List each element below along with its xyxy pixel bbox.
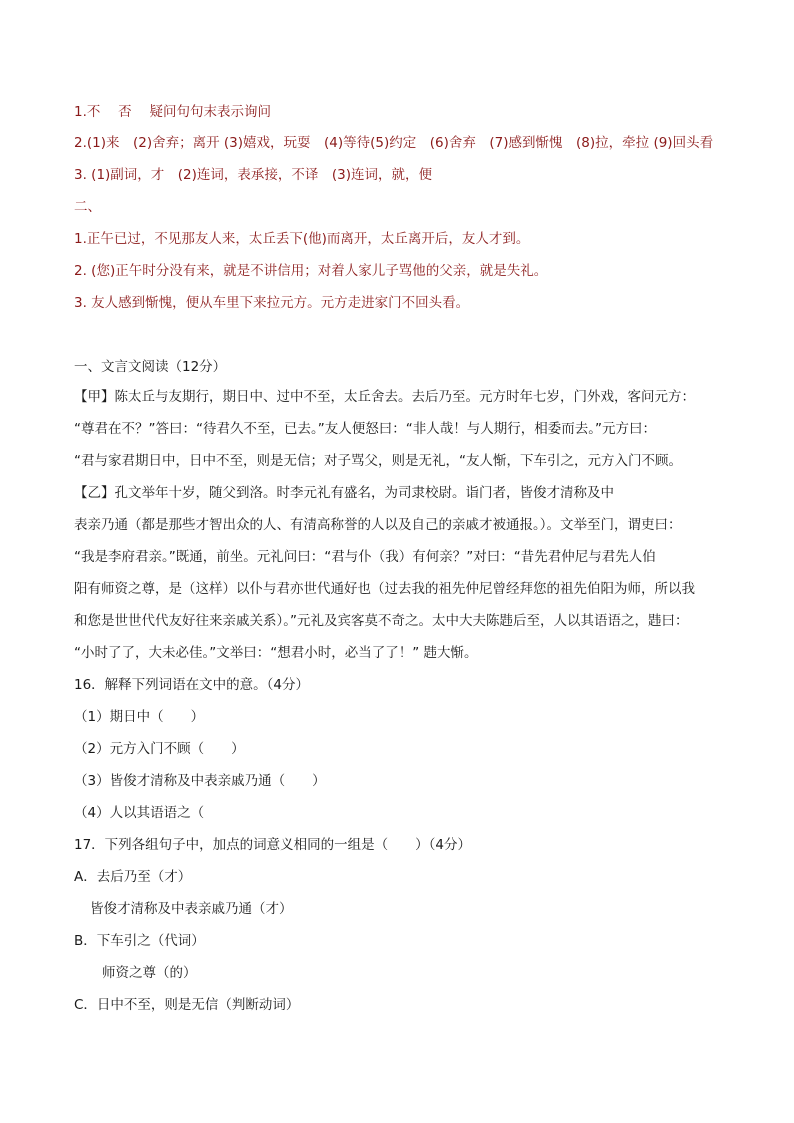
option-b: B．下车引之（代词）	[74, 933, 205, 949]
passage-line: 【甲】陈太丘与友期行，期日中、过中不至，太丘舍去。去后乃至。元方时年七岁，门外戏，客问元方：	[74, 389, 695, 405]
answer-2-2: 2. (您)正午时分没有来，就是不讲信用；对着人家儿子骂他的父亲，就是失礼。	[74, 263, 548, 279]
passage-line: “我是李府君亲。”既通，前坐。元礼问曰：“君与仆（我）有何亲？”对曰：“昔先君仲尼与君先人伯	[74, 549, 656, 565]
passage-line: 【乙】孔文举年十岁，随父到洛。时李元礼有盛名，为司隶校尉。诣门者，皆俊才清称及中	[74, 485, 614, 501]
question-17-stem: 17．下列各组句子中，加点的词意义相同的一组是（ ）（4分）	[74, 837, 472, 853]
answer-1-1: 1.不 否 疑问句句末表示询问	[74, 104, 271, 120]
question-16-item: （4）人以其语语之（	[74, 805, 205, 821]
question-16-stem: 16．解释下列词语在文中的意。（4分）	[74, 677, 310, 693]
passage-line: “君与家君期日中，日中不至，则是无信；对子骂父，则是无礼，“友人惭，下车引之，元方入门不顾。	[74, 453, 682, 469]
passage-line: 阳有师资之尊，是（这样）以仆与君亦世代通好也（过去我的祖先仲尼曾经拜您的祖先伯阳为师，所以我	[74, 581, 695, 597]
option-a-line2: 皆俊才清称及中表亲戚乃通（才）	[90, 901, 293, 917]
passage-line: “小时了了，大未必佳。”文举曰：“想君小时，必当了了！” 韪大惭。	[74, 645, 478, 661]
passage-line: 表亲乃通（都是那些才智出众的人、有清高称誉的人以及自己的亲戚才被通报。）。文举至门，谓吏曰：	[74, 517, 682, 533]
passage-line: “尊君在不？”答曰：“待君久不至，已去。”友人便怒曰：“非人哉！与人期行，相委而去。”元方曰：	[74, 421, 656, 437]
answer-1-3: 3. (1)副词，才 (2)连词，表承接，不译 (3)连词，就，便	[74, 167, 433, 183]
question-16-item: （3）皆俊才清称及中表亲戚乃通（ ）	[74, 773, 326, 789]
option-c: C．日中不至，则是无信（判断动词）	[74, 997, 300, 1013]
option-b-line2: 师资之尊（的）	[102, 965, 197, 981]
answer-2-3: 3. 友人感到惭愧，便从车里下来拉元方。元方走进家门不回头看。	[74, 295, 470, 311]
option-a: A．去后乃至（才）	[74, 869, 192, 885]
question-16-item: （1）期日中（ ）	[74, 709, 205, 725]
answer-1-2: 2.(1)来 (2)舍弃；离开 (3)嬉戏，玩耍 (4)等待(5)约定 (6)舍弃 (7)感到惭愧 (8)拉，牵拉 (9)回头看	[74, 135, 714, 151]
passage-line: 和您是世世代代友好往来亲戚关系）。”元礼及宾客莫不奇之。太中大夫陈韪后至，人以其语语之，韪曰：	[74, 613, 689, 629]
question-16-item: （2）元方入门不顾（ ）	[74, 741, 245, 757]
section-2-heading: 二、	[74, 199, 101, 215]
reading-heading: 一、文言文阅读（12分）	[74, 359, 227, 375]
answer-2-1: 1.正午已过，不见那友人来，太丘丢下(他)而离开，太丘离开后，友人才到。	[74, 231, 530, 247]
